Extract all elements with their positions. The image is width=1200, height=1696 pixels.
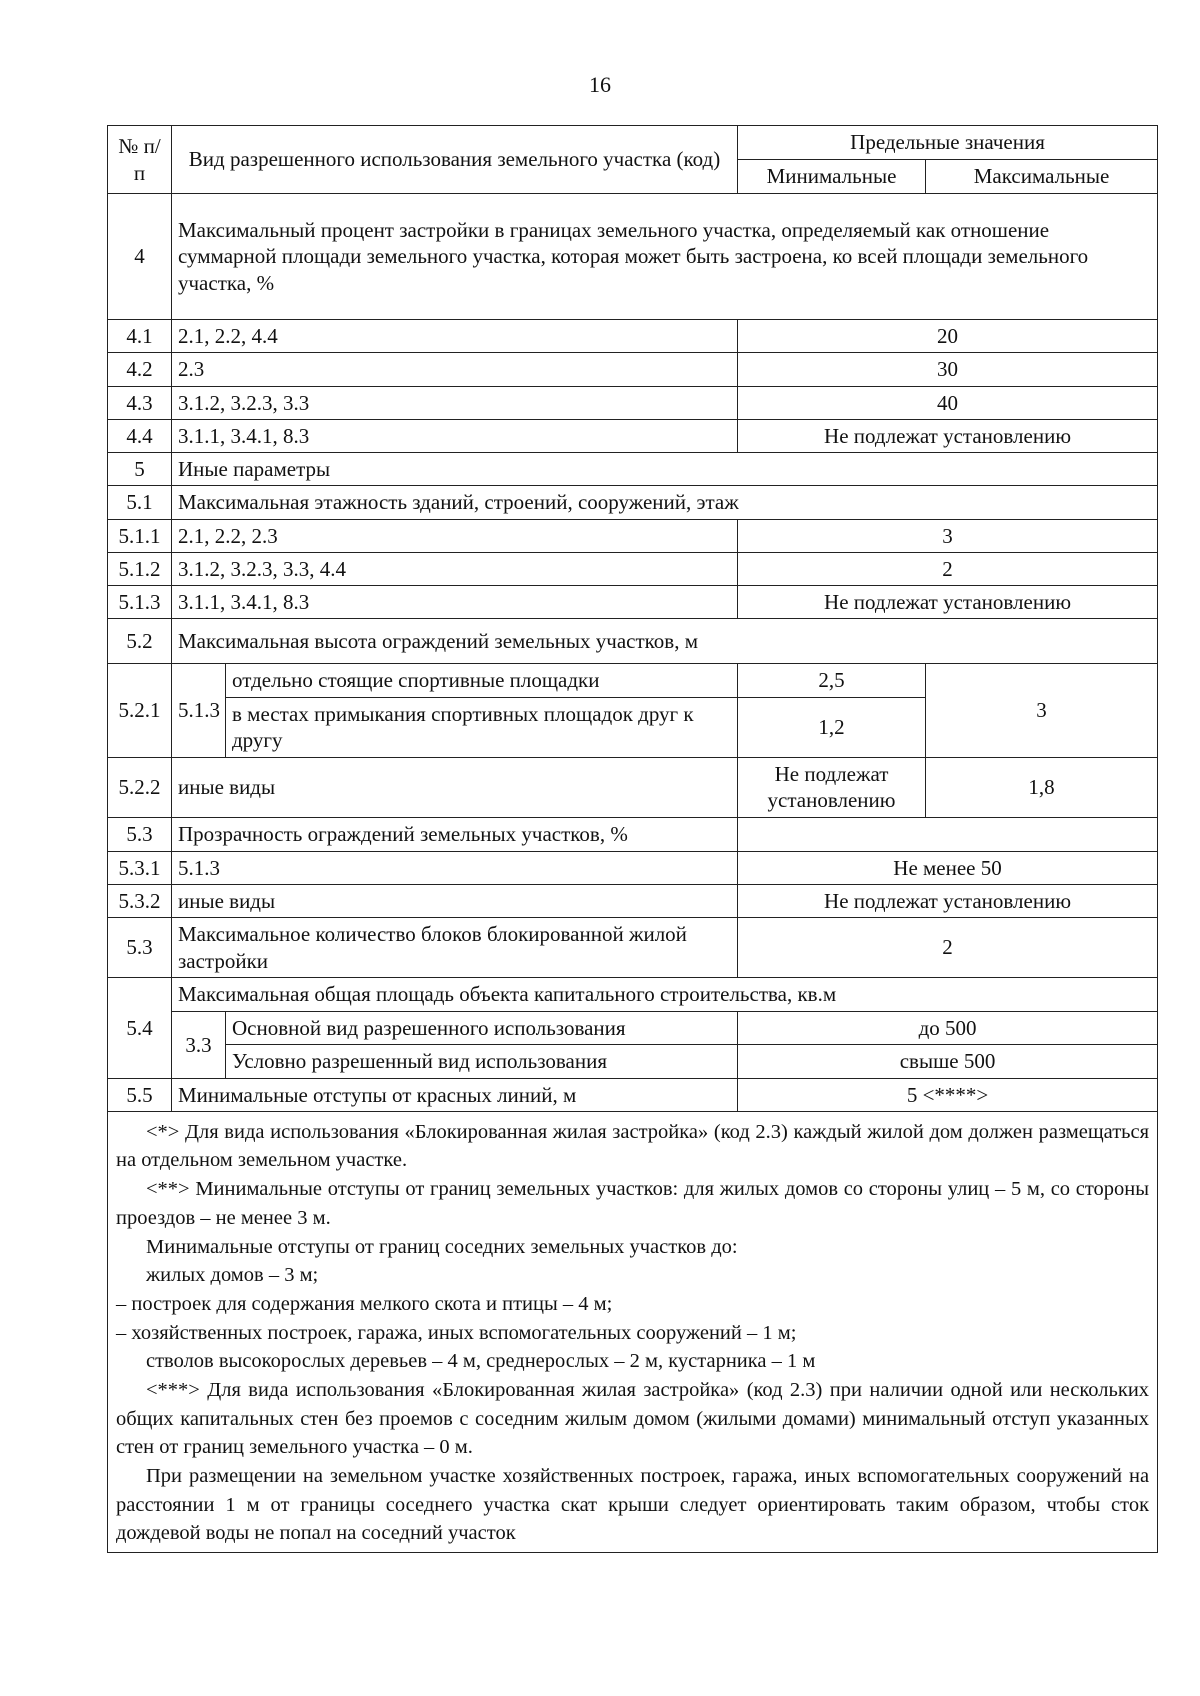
sub-item: в местах примыкания спортивных площадок друг к другу [226,697,738,757]
row-code: 5.1.3 [172,664,226,757]
row-num: 5.3.1 [108,851,172,884]
row-value: Не подлежат установлению [738,586,1158,619]
footnote: – построек для содержания мелкого скота и птицы – 4 м; [116,1292,613,1315]
header-max: Максимальные [926,160,1158,194]
row-num: 4.1 [108,320,172,353]
row-value: 2 [738,918,1158,978]
row-min: Не подлежат установлению [738,757,926,817]
footnote: При размещении на земельном участке хозяйственных построек, гаража, иных вспомогательных сооружений на расстоянии 1 м от границы соседнего участка скат крыши следует ориентировать таким образом, чтобы сток дождевой воды не попал на соседний участок [116,1465,1150,1545]
footnote: – хозяйственных построек, гаража, иных вспомогательных сооружений – 1 м; [116,1321,797,1344]
footnote: <***> Для вида использования «Блокированная жилая застройка» (код 2.3) при наличии одной или нескольких общих капитальных стен без проемов с соседним жилым домом (жилыми домами) минимальный отступ указанных стен от границ земельного участка – 0 м. [116,1378,1150,1459]
sub-item: отдельно стоящие спортивные площадки [226,664,738,697]
row-num: 4 [108,194,172,320]
sub-item: Основной вид разрешенного использования [226,1012,738,1045]
row-text: Прозрачность ограждений земельных участков, % [172,817,738,851]
row-num: 5.3 [108,918,172,978]
footnote: <**> Минимальные отступы от границ земельных участков: для жилых домов со стороны улиц – 5 м, со стороны проездов – не менее 3 м. [116,1178,1150,1229]
row-text: Максимальный процент застройки в границах земельного участка, определяемый как отношение суммарной площади земельного участка, которая может быть застроена, ко всей площади земельного участка, % [172,194,1158,320]
row-num: 5.1.3 [108,586,172,619]
row-num: 5.3.2 [108,884,172,917]
row-value: Не подлежат установлению [738,884,1158,917]
row-num: 5.1.1 [108,519,172,552]
row-text: иные виды [172,757,738,817]
row-num: 5.2.1 [108,664,172,757]
header-num: № п/п [108,126,172,194]
row-num: 5.5 [108,1078,172,1111]
sub-value: свыше 500 [738,1045,1158,1078]
row-code: 3.1.2, 3.2.3, 3.3 [172,386,738,419]
row-value: 40 [738,386,1158,419]
sub-max: 3 [926,664,1158,757]
row-max: 1,8 [926,757,1158,817]
page-number: 16 [589,72,611,97]
row-text: Максимальная этажность зданий, строений, сооружений, этаж [172,486,1158,519]
row-text: Максимальная общая площадь объекта капитального строительства, кв.м [172,978,1158,1012]
row-text: Максимальная высота ограждений земельных участков, м [172,619,1158,664]
row-num: 5.4 [108,978,172,1079]
row-num: 4.4 [108,419,172,452]
row-value: Не менее 50 [738,851,1158,884]
row-text: Иные параметры [172,453,1158,486]
row-code: 5.1.3 [172,851,738,884]
row-code: иные виды [172,884,738,917]
row-code: 2.1, 2.2, 2.3 [172,519,738,552]
row-num: 5.3 [108,817,172,851]
row-code: 2.1, 2.2, 4.4 [172,320,738,353]
row-code: 2.3 [172,353,738,386]
row-code: 3.1.1, 3.4.1, 8.3 [172,586,738,619]
sub-min: 2,5 [738,664,926,697]
header-limits: Предельные значения [738,126,1158,160]
header-min: Минимальные [738,160,926,194]
row-value: 2 [738,552,1158,585]
row-value: 20 [738,320,1158,353]
footnote: Минимальные отступы от границ соседних земельных участков до: [146,1235,738,1258]
row-code: 3.3 [172,1012,226,1079]
row-text: Максимальное количество блоков блокированной жилой застройки [172,918,738,978]
row-value: 5 <****> [738,1078,1158,1111]
sub-value: до 500 [738,1012,1158,1045]
row-num: 5 [108,453,172,486]
row-value: 3 [738,519,1158,552]
row-num: 5.1.2 [108,552,172,585]
footnotes [108,1111,1158,1552]
sub-item: Условно разрешенный вид использования [226,1045,738,1078]
row-code: 3.1.2, 3.2.3, 3.3, 4.4 [172,552,738,585]
row-num: 4.2 [108,353,172,386]
row-value: Не подлежат установлению [738,419,1158,452]
footnote: <*> Для вида использования «Блокированная жилая застройка» (код 2.3) каждый жилой дом должен размещаться на отдельном земельном участке. [116,1120,1150,1172]
row-code: 3.1.1, 3.4.1, 8.3 [172,419,738,452]
row-text: Минимальные отступы от красных линий, м [172,1078,738,1111]
footnote: стволов высокорослых деревьев – 4 м, среднерослых – 2 м, кустарника – 1 м [146,1350,816,1373]
row-num: 4.3 [108,386,172,419]
parameters-table [107,125,1158,1553]
sub-min: 1,2 [738,697,926,757]
header-type: Вид разрешенного использования земельного участка (код) [172,126,738,194]
row-num: 5.1 [108,486,172,519]
row-num: 5.2 [108,619,172,664]
footnote: жилых домов – 3 м; [146,1264,319,1287]
row-value: 30 [738,353,1158,386]
row-num: 5.2.2 [108,757,172,817]
